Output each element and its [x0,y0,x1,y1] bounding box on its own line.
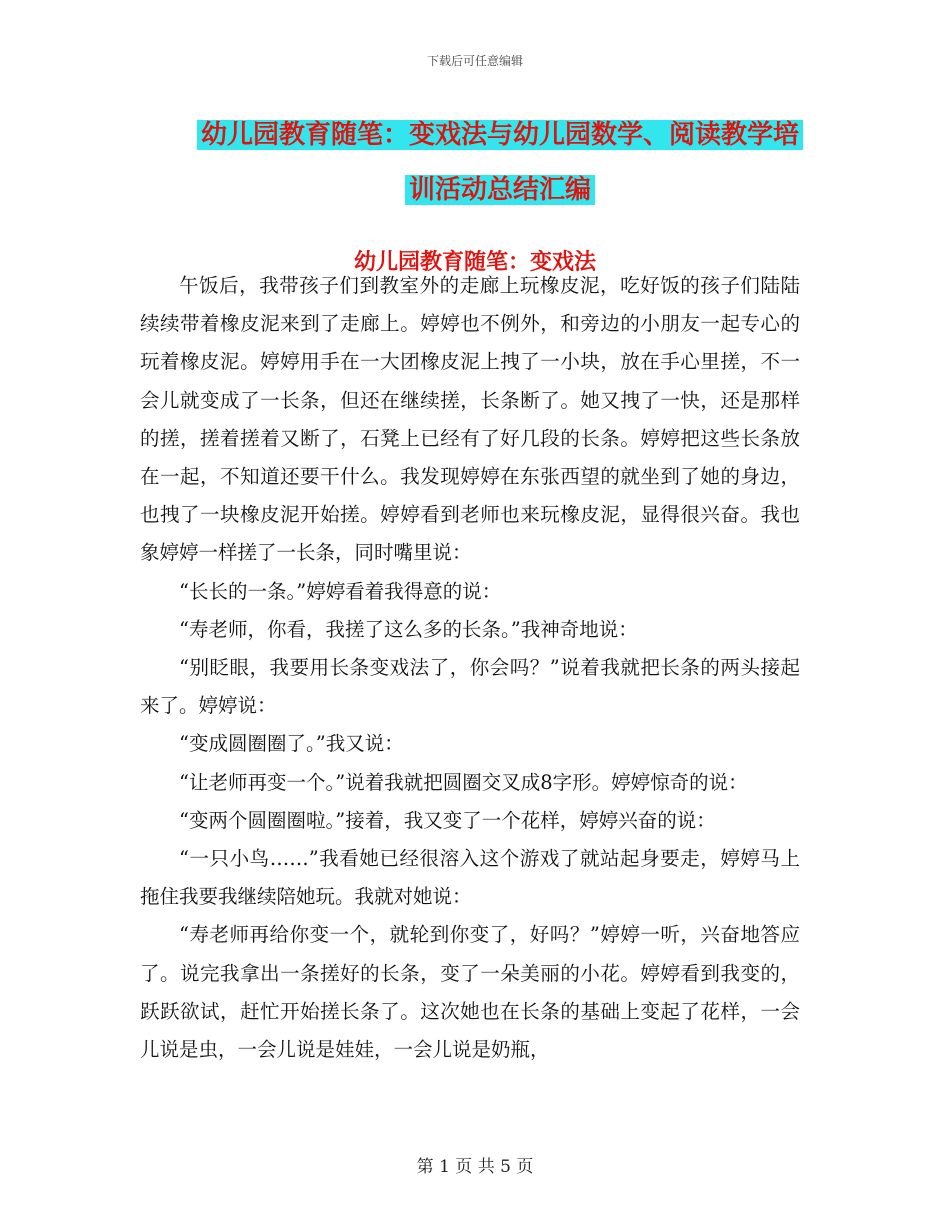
paragraph: “变两个圆圈圈啦。”接着，我又变了一个花样，婷婷兴奋的说： [179,808,716,832]
paragraph: “寿老师再给你变一个，就轮到你变了，好吗？”婷婷一听，兴奋地答应了。说完我拿出一条搓好的长条，变了一朵美丽的小花。婷婷看到我变的，跃跃欲试，赶忙开始搓长条了。这次她也在长条的基础上变起了花样，一会儿说是虫，一会儿说是娃娃，一会儿说是奶瓶， [140,923,800,1062]
paragraph: “寿老师，你看，我搓了这么多的长条。”我神奇地说： [179,617,638,641]
paragraph: “让老师再变一个。”说着我就把圆圈交叉成8字形。婷婷惊奇的说： [179,770,748,794]
paragraph: “一只小鸟……”我看她已经很溶入这个游戏了就站起身要走，婷婷马上拖住我要我继续陪她玩。我就对她说： [140,847,800,909]
title-line-1: 幼儿园教育随笔：变戏法与幼儿园数学、阅读教学培 [197,120,803,150]
document-title [160,108,840,218]
body-text [140,267,800,1069]
paragraph: 午饭后，我带孩子们到教室外的走廊上玩橡皮泥，吃好饭的孩子们陆陆续续带着橡皮泥来到了走廊上。婷婷也不例外，和旁边的小朋友一起专心的玩着橡皮泥。婷婷用手在一大团橡皮泥上拽了一小块，放在手心里搓，不一会儿就变成了一长条，但还在继续搓，长条断了。她又拽了一快，还是那样的搓，搓着搓着又断了，石凳上已经有了好几段的长条。婷婷把这些长条放在一起，不知道还要干什么。我发现婷婷在东张西望的就坐到了她的身边，也拽了一块橡皮泥开始搓。婷婷看到老师也来玩橡皮泥，显得很兴奋。我也象婷婷一样搓了一长条，同时嘴里说： [140,274,800,565]
section-title: 幼儿园教育随笔：变戏法 [353,249,596,275]
page-header: 下载后可任意编辑 [426,54,523,68]
paragraph: “变成圆圈圈了。”我又说： [179,732,404,756]
paragraph: “别眨眼，我要用长条变戏法了，你会吗？”说着我就把长条的两头接起来了。婷婷说： [140,656,800,718]
page-footer: 第 1 页 共 5 页 [416,1157,534,1177]
paragraph: “长长的一条。”婷婷看着我得意的说： [179,579,502,603]
title-line-2: 训活动总结汇编 [405,175,595,205]
